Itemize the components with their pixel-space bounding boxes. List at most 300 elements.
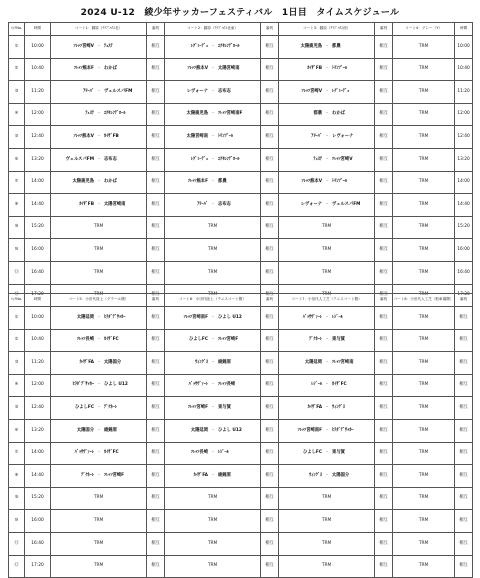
trm-cell: TRM [51, 216, 147, 239]
match-time: 10:40 [25, 58, 51, 81]
match-separator: - [96, 465, 103, 488]
team-home: ｿﾚｯｿ熊本V [165, 58, 210, 81]
team-away: わかば [103, 171, 147, 194]
trm-cell: TRM [393, 171, 455, 194]
table-row [9, 329, 473, 352]
table-row [9, 261, 473, 284]
team-home: ｳｨﾝｸﾞｽ [165, 352, 210, 375]
trm-cell: TRM [393, 103, 455, 126]
referee-cell: 相互 [375, 465, 393, 488]
team-home: ﾊﾞｯｻｳﾞｧｰﾚ [165, 374, 210, 397]
match-number: ⑪ [9, 532, 25, 555]
referee-cell: 相互 [147, 126, 165, 149]
header-court: コート4：グレー（Y） [393, 23, 455, 36]
match-separator: - [210, 103, 217, 126]
team-away: 綾錦原 [217, 352, 261, 375]
trm-cell: TRM [393, 148, 455, 171]
match-separator: - [210, 352, 217, 375]
team-away: 都農 [217, 171, 261, 194]
referee-cell: 相互 [147, 58, 165, 81]
table-row [9, 194, 473, 217]
referee-cell: 相互 [455, 510, 473, 533]
match-separator: - [96, 126, 103, 149]
match-separator: - [96, 36, 103, 59]
header-court: コート5：小田代陸上（グラール側） [51, 294, 147, 307]
match-time: 16:00 [25, 239, 51, 262]
referee-cell: 相互 [455, 307, 473, 330]
referee-cell: 相互 [261, 103, 279, 126]
team-away: ｴｸｾﾚﾝﾃﾞﾛｰﾙ [217, 148, 261, 171]
match-number: ⑦ [9, 442, 25, 465]
match-separator: - [210, 374, 217, 397]
team-away: 太陽宮崎南 [103, 194, 147, 217]
referee-cell: 相互 [261, 307, 279, 330]
match-separator: - [96, 103, 103, 126]
team-home: 太陽鹿児島 [165, 103, 210, 126]
trm-cell: TRM [393, 58, 455, 81]
referee-cell: 相互 [147, 148, 165, 171]
table-row [9, 532, 473, 555]
trm-cell: TRM [393, 239, 455, 262]
match-separator: - [210, 329, 217, 352]
table-row [9, 171, 473, 194]
table-row [9, 510, 473, 533]
referee-cell: 相互 [261, 532, 279, 555]
match-separator: - [324, 103, 331, 126]
trm-cell: TRM [51, 510, 147, 533]
referee-cell: 相互 [261, 36, 279, 59]
trm-cell: TRM [393, 397, 455, 420]
team-away: 都農 [331, 36, 375, 59]
referee-cell: 相互 [375, 126, 393, 149]
team-home: ｿﾚｯｿ宮崎F [165, 397, 210, 420]
team-away: ﾃﾞｸﾈｰﾚ [103, 397, 147, 420]
match-number: ③ [9, 81, 25, 104]
referee-cell: 相互 [375, 419, 393, 442]
team-away: ｿﾚｯｿ宮崎F [103, 465, 147, 488]
referee-cell: 相互 [147, 284, 165, 307]
team-home: ｿﾚｯｿ宮崎V [279, 81, 324, 104]
match-time-right: 15:20 [455, 216, 473, 239]
referee-cell: 相互 [455, 374, 473, 397]
team-home: 太陽延岡 [51, 307, 96, 330]
team-away: ｶｲｻﾞFC [103, 442, 147, 465]
match-separator: - [96, 374, 103, 397]
match-number: ① [9, 36, 25, 59]
table-row [9, 103, 473, 126]
match-time-right: 14:00 [455, 171, 473, 194]
match-time: 13:20 [25, 148, 51, 171]
team-home: 太陽延岡 [279, 352, 324, 375]
team-home: ﾃﾞｸﾈｰﾚ [279, 329, 324, 352]
referee-cell: 相互 [147, 81, 165, 104]
table-row [9, 442, 473, 465]
referee-cell: 相互 [375, 329, 393, 352]
team-home: レヴォーナ [165, 81, 210, 104]
match-separator: - [96, 58, 103, 81]
match-separator: - [324, 442, 331, 465]
match-separator: - [96, 307, 103, 330]
trm-cell: TRM [393, 487, 455, 510]
match-separator: - [210, 58, 217, 81]
referee-cell: 相互 [261, 397, 279, 420]
match-time: 14:00 [25, 442, 51, 465]
match-separator: - [210, 397, 217, 420]
trm-cell: TRM [165, 555, 261, 578]
header-court: コート7：小田代人工芝（テニスコート側） [279, 294, 375, 307]
table-row [9, 239, 473, 262]
match-separator: - [324, 352, 331, 375]
table-row [9, 487, 473, 510]
match-time: 12:40 [25, 397, 51, 420]
header-referee: 審判 [261, 23, 279, 36]
header-court: コート6：小田代陸上（テニスコート側） [165, 294, 261, 307]
match-number: ⑦ [9, 171, 25, 194]
team-home: ひよしFC [51, 397, 96, 420]
match-time-right: 17:20 [455, 284, 473, 307]
trm-cell: TRM [51, 239, 147, 262]
match-number: ⑧ [9, 194, 25, 217]
team-home: ｱﾘｰﾊﾞ [51, 81, 96, 104]
trm-cell: TRM [393, 261, 455, 284]
team-home: ｶｲｻﾞFA [279, 397, 324, 420]
referee-cell: 相互 [147, 261, 165, 284]
team-away: ﾄﾘﾝﾌﾟｰﾙ [331, 171, 375, 194]
match-number: ④ [9, 374, 25, 397]
referee-cell: 相互 [261, 419, 279, 442]
team-home: 太陽宮崎南 [165, 126, 210, 149]
team-away: わかば [331, 103, 375, 126]
team-away: ﾋﾗﾀﾞﾃﾞｻｯｶｰ [103, 307, 147, 330]
referee-cell: 相互 [261, 352, 279, 375]
match-number: ⑩ [9, 510, 25, 533]
match-time: 14:00 [25, 171, 51, 194]
team-home: ﾊﾞｯｻｳﾞｧｰﾚ [51, 442, 96, 465]
team-home: ﾚｸﾞﾐｰﾃﾞｭ [165, 36, 210, 59]
header-last: 審判 [455, 294, 473, 307]
match-time-right: 16:00 [455, 239, 473, 262]
referee-cell: 相互 [375, 81, 393, 104]
team-home: ｱﾘｰﾊﾞ [279, 126, 324, 149]
match-time: 10:00 [25, 307, 51, 330]
trm-cell: TRM [165, 487, 261, 510]
match-time: 10:00 [25, 36, 51, 59]
match-separator: - [324, 329, 331, 352]
team-away: ｿﾚｯｿ長崎 [217, 374, 261, 397]
team-away: ﾄﾘﾝﾌﾟｰﾙ [217, 126, 261, 149]
referee-cell: 相互 [261, 216, 279, 239]
referee-cell: 相互 [375, 103, 393, 126]
table-row [9, 126, 473, 149]
referee-cell: 相互 [455, 397, 473, 420]
referee-cell: 相互 [147, 487, 165, 510]
team-home: ｶｲｻﾞFA [165, 465, 210, 488]
team-home: ｶｲｻﾞFB [279, 58, 324, 81]
table-row [9, 419, 473, 442]
match-separator: - [210, 81, 217, 104]
page-title: 2024 U-12 綾少年サッカーフェスティバル 1日目 タイムスケジュール [80, 8, 400, 18]
referee-cell: 相互 [375, 284, 393, 307]
trm-cell: TRM [51, 261, 147, 284]
match-separator: - [210, 442, 217, 465]
trm-cell: TRM [279, 261, 375, 284]
team-away: 志布志 [103, 148, 147, 171]
header-last: 時間 [455, 23, 473, 36]
team-away: ｿﾚｯｿ宮崎V [331, 148, 375, 171]
referee-cell: 相互 [375, 307, 393, 330]
header-court: コート8：小田代人工芝（駐車場側） [393, 294, 455, 307]
match-separator: - [96, 148, 103, 171]
match-number: ⑧ [9, 465, 25, 488]
referee-cell: 相互 [147, 510, 165, 533]
match-separator: - [210, 126, 217, 149]
team-away: 綾錦原 [217, 465, 261, 488]
team-away: ｶｲｻﾞFB [103, 126, 147, 149]
trm-cell: TRM [393, 126, 455, 149]
team-away: ひよし U12 [217, 419, 261, 442]
table-row [9, 465, 473, 488]
match-time: 13:20 [25, 419, 51, 442]
referee-cell: 相互 [375, 510, 393, 533]
team-away: ﾚｸﾞﾐｰﾃﾞｭ [331, 81, 375, 104]
match-time: 17:20 [25, 284, 51, 307]
team-home: ｿﾚｯｿ熊本V [51, 126, 96, 149]
referee-cell: 相互 [455, 442, 473, 465]
trm-cell: TRM [393, 510, 455, 533]
referee-cell: 相互 [261, 261, 279, 284]
referee-cell: 相互 [261, 510, 279, 533]
match-separator: - [96, 419, 103, 442]
table-row [9, 374, 473, 397]
team-home: 都農 [279, 103, 324, 126]
referee-cell: 相互 [375, 352, 393, 375]
referee-cell: 相互 [375, 532, 393, 555]
referee-cell: 相互 [147, 307, 165, 330]
header-time: 時間 [25, 294, 51, 307]
team-away: ｴｸｾﾚﾝﾃﾞﾛｰﾙ [103, 103, 147, 126]
team-away: ｶｲｻﾞFC [103, 329, 147, 352]
trm-cell: TRM [279, 555, 375, 578]
referee-cell: 相互 [455, 465, 473, 488]
team-away: ヴェルスパFM [103, 81, 147, 104]
referee-cell: 相互 [147, 374, 165, 397]
trm-cell: TRM [393, 555, 455, 578]
match-separator: - [324, 397, 331, 420]
trm-cell: TRM [393, 216, 455, 239]
team-away: ﾚｼﾞｰﾙ [331, 307, 375, 330]
referee-cell: 相互 [261, 465, 279, 488]
match-time: 11:20 [25, 352, 51, 375]
referee-cell: 相互 [147, 194, 165, 217]
team-home: ｱﾘｰﾊﾞ [165, 194, 210, 217]
match-number: ② [9, 58, 25, 81]
referee-cell: 相互 [455, 487, 473, 510]
match-time: 15:20 [25, 487, 51, 510]
match-number: ④ [9, 103, 25, 126]
match-separator: - [96, 194, 103, 217]
trm-cell: TRM [393, 352, 455, 375]
schedule-table-1 [8, 22, 473, 307]
schedule-table-2 [8, 293, 473, 578]
trm-cell: TRM [393, 419, 455, 442]
table-row [9, 58, 473, 81]
referee-cell: 相互 [147, 532, 165, 555]
match-time-right: 10:00 [455, 36, 473, 59]
header-court: コート2：錦原（ｸﾗﾌﾞﾊｳｽ北東） [165, 23, 261, 36]
match-number: ⑥ [9, 419, 25, 442]
match-separator: - [210, 148, 217, 171]
team-away: ｿﾚｯｿ宮崎F [217, 329, 261, 352]
header-match-no: ﾏｯﾁNo. [9, 294, 25, 307]
team-home: ﾚｸﾞﾐｰﾃﾞｭ [165, 148, 210, 171]
trm-cell: TRM [393, 307, 455, 330]
header-match-no: ﾏｯﾁNo. [9, 23, 25, 36]
match-time-right: 14:40 [455, 194, 473, 217]
table-row [9, 216, 473, 239]
match-number: ⑤ [9, 397, 25, 420]
referee-cell: 相互 [147, 442, 165, 465]
team-away: ｶｲｻﾞFC [331, 374, 375, 397]
referee-cell: 相互 [147, 419, 165, 442]
trm-cell: TRM [279, 239, 375, 262]
match-separator: - [324, 465, 331, 488]
team-home: 太陽延岡 [165, 419, 210, 442]
header-referee: 審判 [375, 23, 393, 36]
trm-cell: TRM [279, 284, 375, 307]
team-home: ﾋﾗﾀﾞﾃﾞｻｯｶｰ [51, 374, 96, 397]
referee-cell: 相互 [147, 239, 165, 262]
referee-cell: 相互 [375, 171, 393, 194]
trm-cell: TRM [393, 194, 455, 217]
table-header-row [9, 294, 473, 307]
match-separator: - [96, 397, 103, 420]
match-separator: - [210, 307, 217, 330]
trm-cell: TRM [393, 81, 455, 104]
match-number: ⑤ [9, 126, 25, 149]
referee-cell: 相互 [375, 216, 393, 239]
table-row [9, 36, 473, 59]
team-away: 太陽国分 [331, 465, 375, 488]
header-referee: 審判 [147, 294, 165, 307]
match-number: ① [9, 307, 25, 330]
match-time-right: 12:00 [455, 103, 473, 126]
trm-cell: TRM [165, 510, 261, 533]
match-separator: - [324, 58, 331, 81]
referee-cell: 相互 [375, 555, 393, 578]
match-separator: - [210, 171, 217, 194]
trm-cell: TRM [279, 532, 375, 555]
team-away: ﾚｼﾞｰﾙ [217, 442, 261, 465]
team-home: 太陽鹿児島 [51, 171, 96, 194]
team-away: ﾋﾗﾀﾞﾃﾞｻｯｶｰ [331, 419, 375, 442]
referee-cell: 相互 [147, 465, 165, 488]
team-away: ｿﾚｯｿ宮崎南 [331, 352, 375, 375]
referee-cell: 相互 [375, 239, 393, 262]
match-number: ⑪ [9, 261, 25, 284]
referee-cell: 相互 [455, 352, 473, 375]
referee-cell: 相互 [375, 397, 393, 420]
team-away: ｴｸｾﾚﾝﾃﾞﾛｰﾙ [217, 36, 261, 59]
referee-cell: 相互 [261, 81, 279, 104]
referee-cell: 相互 [261, 171, 279, 194]
table-row [9, 397, 473, 420]
match-time: 16:40 [25, 261, 51, 284]
match-separator: - [324, 36, 331, 59]
match-separator: - [324, 148, 331, 171]
match-time: 15:20 [25, 216, 51, 239]
team-home: ｿﾚｯｿ宮崎V [51, 36, 96, 59]
team-home: ﾃﾞｸﾈｰﾚ [51, 465, 96, 488]
team-away: 太陽宮崎南 [217, 58, 261, 81]
team-home: ｿﾚｯｿ宮崎南F [279, 419, 324, 442]
referee-cell: 相互 [261, 284, 279, 307]
match-separator: - [324, 126, 331, 149]
referee-cell: 相互 [375, 487, 393, 510]
match-separator: - [96, 329, 103, 352]
referee-cell: 相互 [375, 442, 393, 465]
trm-cell: TRM [279, 510, 375, 533]
match-separator: - [210, 465, 217, 488]
trm-cell: TRM [393, 284, 455, 307]
team-away: ひよし U12 [103, 374, 147, 397]
match-separator: - [324, 419, 331, 442]
match-time: 12:40 [25, 126, 51, 149]
header-court: コート1：錦原（ｸﾗﾌﾞﾊｳｽ北） [51, 23, 147, 36]
match-separator: - [210, 419, 217, 442]
match-time-right: 16:40 [455, 261, 473, 284]
match-separator: - [324, 171, 331, 194]
team-away: 綾錦原 [103, 419, 147, 442]
team-away: ﾃｭｽﾃ [103, 36, 147, 59]
team-home: ﾊﾞｯｻｳﾞｧｰﾚ [279, 307, 324, 330]
match-time: 14:40 [25, 194, 51, 217]
table-row [9, 148, 473, 171]
team-home: ﾃｭｽﾃ [279, 148, 324, 171]
team-away: 東与賀 [217, 397, 261, 420]
team-away: ひよし U12 [217, 307, 261, 330]
team-away: 東与賀 [331, 442, 375, 465]
referee-cell: 相互 [455, 329, 473, 352]
team-away: レヴォーナ [331, 126, 375, 149]
referee-cell: 相互 [375, 261, 393, 284]
table-header-row [9, 23, 473, 36]
trm-cell: TRM [393, 329, 455, 352]
header-time: 時間 [25, 23, 51, 36]
trm-cell: TRM [51, 487, 147, 510]
match-number: ② [9, 329, 25, 352]
header-referee: 審判 [261, 294, 279, 307]
header-court: コート3：錦原（ｸﾗﾌﾞﾊｳｽ西） [279, 23, 375, 36]
team-away: わかば [103, 58, 147, 81]
referee-cell: 相互 [261, 58, 279, 81]
referee-cell: 相互 [375, 148, 393, 171]
team-home: ｿﾚｯｿ熊本F [51, 58, 96, 81]
match-time: 16:00 [25, 510, 51, 533]
trm-cell: TRM [393, 442, 455, 465]
referee-cell: 相互 [261, 374, 279, 397]
referee-cell: 相互 [147, 36, 165, 59]
team-home: ｶｲｻﾞFB [51, 194, 96, 217]
referee-cell: 相互 [261, 487, 279, 510]
referee-cell: 相互 [261, 194, 279, 217]
team-away: ｿﾚｯｿ宮崎南F [217, 103, 261, 126]
trm-cell: TRM [393, 374, 455, 397]
match-separator: - [210, 36, 217, 59]
match-time: 11:20 [25, 81, 51, 104]
team-away: 志布志 [217, 81, 261, 104]
match-time: 16:40 [25, 532, 51, 555]
team-home: 太陽国分 [51, 419, 96, 442]
